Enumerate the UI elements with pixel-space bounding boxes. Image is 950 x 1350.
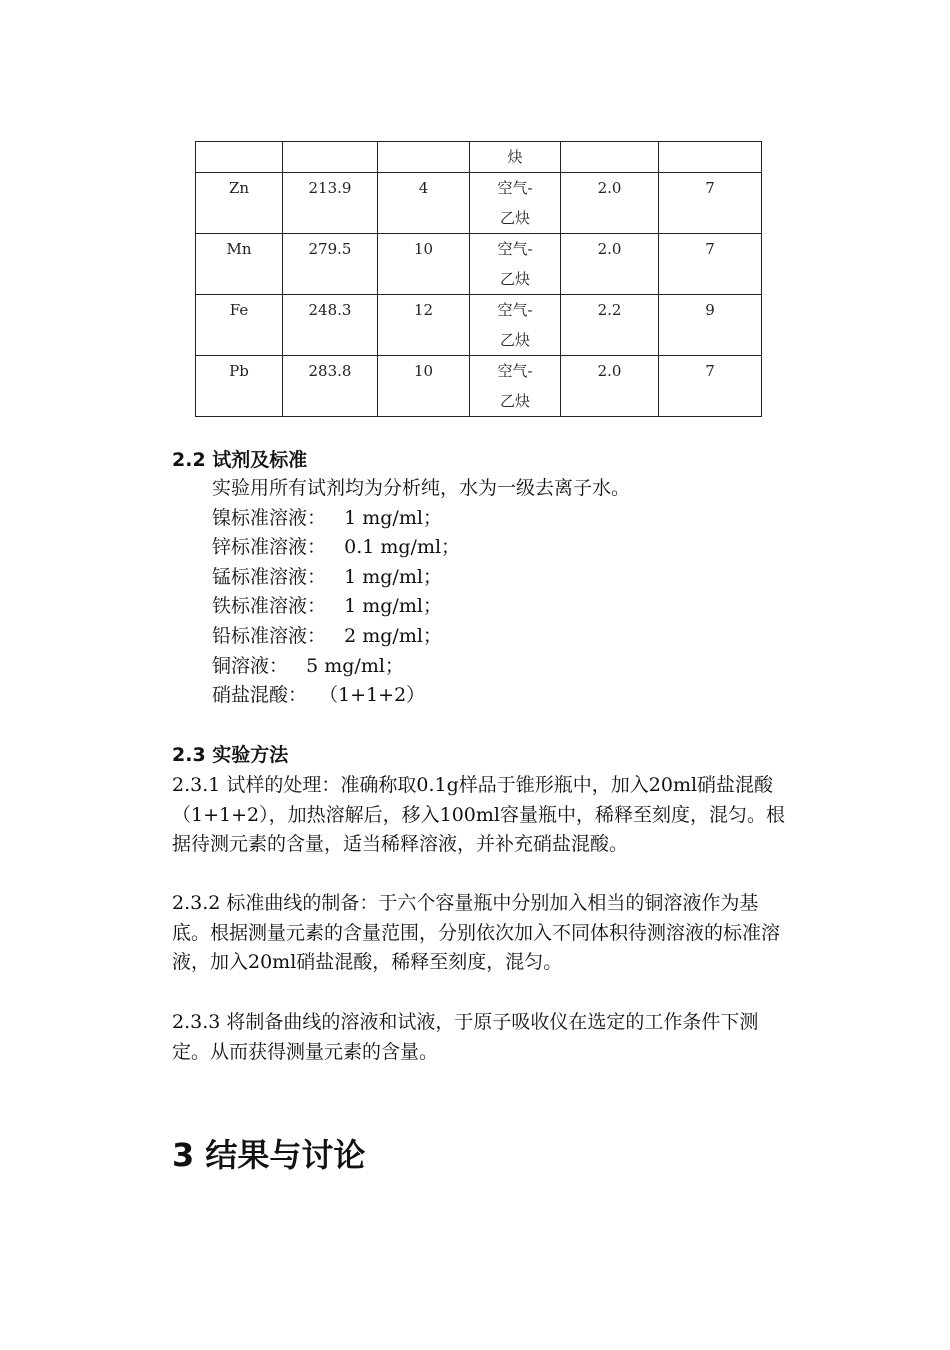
method-paragraph-2-3-1: 2.3.1 试样的处理：准确称取0.1g样品于锥形瓶中，加入20ml硝盐混酸（1+1+2），加热溶解后，移入100ml容量瓶中，稀释至刻度，混匀。根据待测元素的含量，适当稀释溶液，并补充硝盐混酸。: [172, 774, 785, 855]
table-cell: [196, 173, 283, 234]
reagent-item: 铜溶液： 5 mg/ml；: [212, 654, 404, 677]
table-cell-text: 2.0: [597, 240, 622, 258]
method-paragraph-2-3-2: 2.3.2 标准曲线的制备：于六个容量瓶中分别加入相当的铜溶液作为基底。根据测量元素的含量范围，分别依次加入不同体积待测溶液的标准溶液，加入20ml硝盐混酸，稀释至刻度，混匀。: [172, 892, 781, 973]
table-row: [196, 295, 762, 356]
table-cell-text: 2.0: [597, 179, 622, 197]
table-cell-text: 279.5: [308, 240, 352, 258]
reagent-item: 锰标准溶液： 1 mg/ml；: [212, 565, 442, 588]
table-cell-text: 4: [418, 179, 429, 197]
table-cell: [470, 142, 561, 173]
reagent-item: 锌标准溶液： 0.1 mg/ml；: [212, 536, 461, 559]
section-3-heading: 3 结果与讨论: [172, 1136, 366, 1174]
table-cell: [561, 234, 659, 295]
table-cell-text: 9: [705, 301, 715, 319]
instrument-parameters-table: [195, 141, 762, 417]
table-cell: [659, 356, 762, 417]
table-cell: [283, 173, 378, 234]
table-cell: [283, 234, 378, 295]
table-row: [196, 234, 762, 295]
table-cell-text: Mn: [226, 240, 252, 258]
table-cell: [470, 234, 561, 295]
table-cell: [659, 234, 762, 295]
reagent-intro: 实验用所有试剂均为分析纯，水为一级去离子水。: [212, 477, 631, 499]
table-cell: [378, 234, 470, 295]
table-cell: [561, 356, 659, 417]
table-cell: [283, 356, 378, 417]
table-cell-text: 空气-乙炔: [497, 301, 533, 349]
table-cell: [659, 173, 762, 234]
table-cell-text: 10: [413, 240, 434, 258]
reagent-item: 铅标准溶液： 2 mg/ml；: [212, 624, 442, 647]
table-cell-text: 空气-乙炔: [497, 362, 533, 410]
table-cell: [283, 142, 378, 173]
reagent-item: 镍标准溶液： 1 mg/ml；: [212, 506, 442, 529]
table-row: [196, 356, 762, 417]
reagent-item: 硝盐混酸： （1+1+2）: [212, 684, 426, 707]
table-cell-text: 空气-乙炔: [497, 240, 533, 288]
table-cell: [659, 295, 762, 356]
table-cell-text: 7: [705, 240, 715, 258]
table-cell: [659, 142, 762, 173]
table-cell: [196, 142, 283, 173]
table-cell-text: 7: [705, 179, 715, 197]
table-cell: [196, 295, 283, 356]
table-cell-text: 213.9: [308, 179, 352, 197]
table-cell-text: Pb: [229, 362, 249, 380]
section-2-2-heading: 2.2 试剂及标准: [172, 449, 308, 471]
table-cell: [561, 173, 659, 234]
table-cell-text: 12: [413, 301, 434, 319]
table-cell-text: Zn: [228, 179, 250, 197]
table-cell: [470, 173, 561, 234]
table-cell: [378, 173, 470, 234]
table-cell-text: 248.3: [308, 301, 352, 319]
table-cell-text: 炔: [507, 148, 523, 166]
table-cell: [378, 295, 470, 356]
section-2-3-heading: 2.3 实验方法: [172, 744, 289, 766]
table-cell-text: 2.2: [597, 301, 622, 319]
table-cell-text: 10: [413, 362, 434, 380]
reagent-list: [212, 474, 630, 711]
table-row: [196, 173, 762, 234]
table-cell: [196, 356, 283, 417]
table-cell-text: Fe: [229, 301, 249, 319]
table-cell: [470, 356, 561, 417]
table-cell: [196, 234, 283, 295]
table-cell-text: 283.8: [308, 362, 352, 380]
table-cell: [561, 295, 659, 356]
method-paragraph-2-3-3: 2.3.3 将制备曲线的溶液和试液，于原子吸收仪在选定的工作条件下测定。从而获得测量元素的含量。: [172, 1011, 759, 1063]
table-cell: [561, 142, 659, 173]
table-cell: [283, 295, 378, 356]
table-row: [196, 142, 762, 173]
table-cell: [378, 142, 470, 173]
table-cell-text: 空气-乙炔: [497, 179, 533, 227]
table-cell-text: 2.0: [597, 362, 622, 380]
table-cell: [378, 356, 470, 417]
table-cell: [470, 295, 561, 356]
table-cell-text: 7: [705, 362, 715, 380]
instrument-parameters-table-wrap: [195, 141, 762, 417]
reagent-item: 铁标准溶液： 1 mg/ml；: [212, 595, 442, 618]
